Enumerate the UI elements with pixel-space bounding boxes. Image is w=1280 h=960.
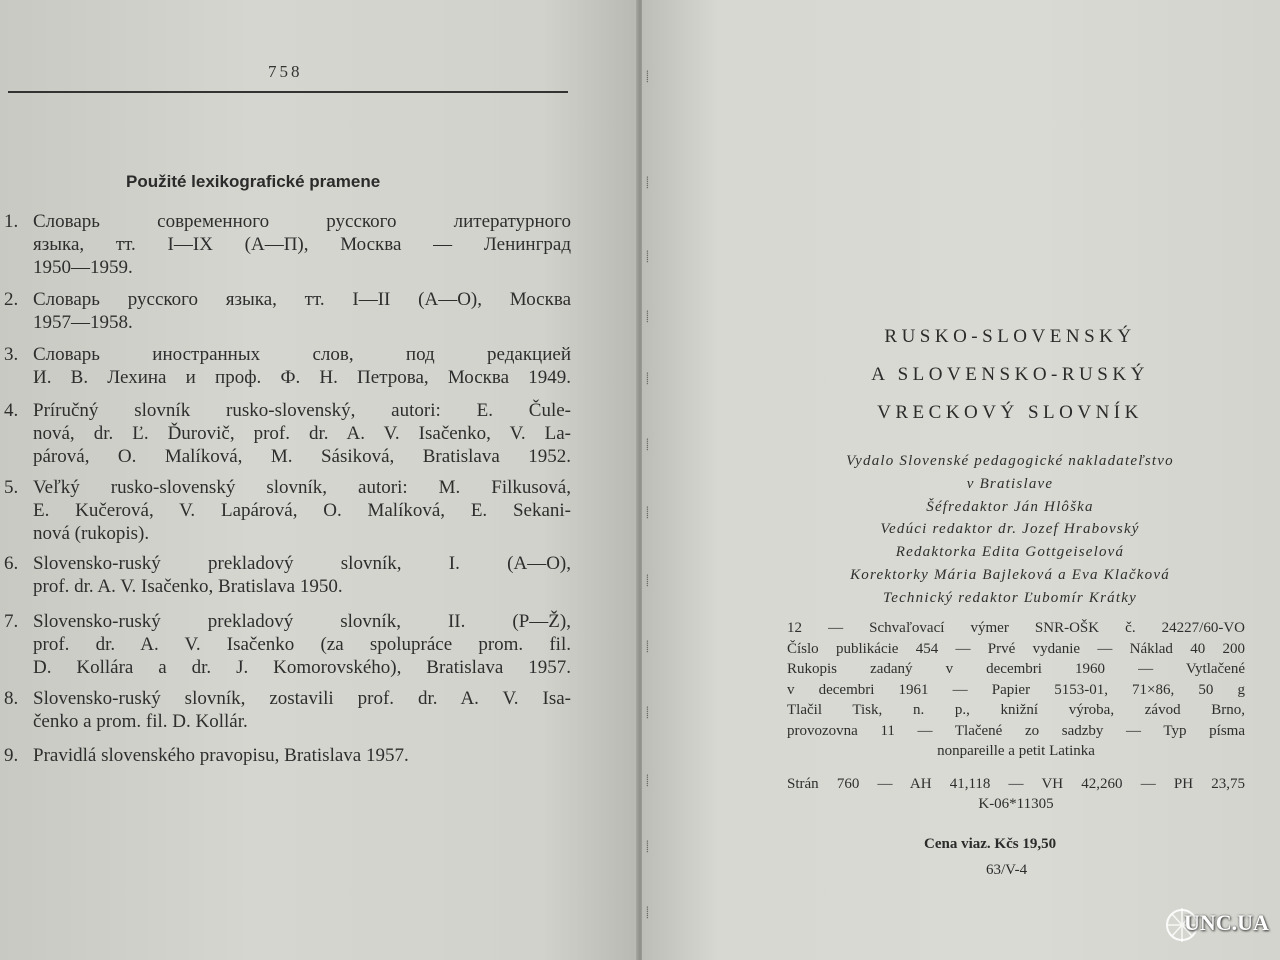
item-line: 1950—1959. (33, 257, 133, 278)
item-line: nová, dr. Ľ. Ďurovič, prof. dr. A. V. Isačenko, V. La- (33, 423, 571, 444)
binding-stitch: ⸽ (646, 310, 649, 323)
item-line: čenko a prom. fil. D. Kollár. (33, 711, 248, 732)
item-number: 3. (4, 344, 19, 365)
page-number: 758 (268, 62, 303, 81)
item-line: prof. dr. A. V. Isačenko (za spolupráce prom. fil. (33, 634, 571, 655)
item-line: Словарь современного русского литературного (33, 211, 571, 232)
binding-stitch: ⸽ (646, 774, 649, 787)
credit-line: Vydalo Slovenské pedagogické nakladateľstvo (846, 453, 1174, 469)
credit-line: Vedúci redaktor dr. Jozef Hrabovský (880, 521, 1140, 538)
binding-stitch: ⸽ (646, 506, 649, 519)
item-line: nová (rukopis). (33, 523, 150, 544)
title-line: RUSKO-SLOVENSKÝ (884, 326, 1136, 347)
binding-stitch: ⸽ (646, 640, 649, 653)
item-line: языка, тт. I—IX (А—П), Москва — Ленинград (33, 234, 571, 255)
item-line: Pravidlá slovenského pravopisu, Bratislava 1957. (33, 745, 409, 766)
imprint-line: v decembri 1961 — Papier 5153-01, 71×86, 50 g (787, 681, 1245, 698)
item-number: 7. (4, 611, 19, 632)
item-number: 4. (4, 400, 19, 421)
credit-line: Redaktorka Edita Gottgeiselová (895, 544, 1125, 561)
item-number: 8. (4, 688, 19, 709)
item-number: 1. (4, 211, 19, 232)
credit-line: Korektorky Mária Bajleková a Eva Klačková (850, 566, 1170, 583)
series-code: 63/V-4 (986, 862, 1028, 878)
item-line: Príručný slovník rusko-slovenský, autori: E. Čule- (33, 400, 571, 421)
credit-line: Technický redaktor Ľubomír Krátky (883, 589, 1137, 606)
binding-stitch: ⸽ (646, 906, 649, 919)
item-line: Veľký rusko-slovenský slovník, autori: M. Filkusová, (33, 477, 571, 498)
stats-line: K-06*11305 (978, 796, 1054, 812)
item-line: Slovensko-ruský prekladový slovník, II. (P—Ž), (33, 611, 571, 632)
item-line: 1957—1958. (33, 312, 133, 333)
item-line: Словарь иностранных слов, под редакцией (33, 344, 571, 365)
credit-line: Šéfredaktor Ján Hlôška (926, 498, 1094, 515)
price: Cena viaz. Kčs 19,50 (924, 836, 1057, 852)
item-number: 9. (4, 745, 19, 766)
header-rule (8, 91, 568, 93)
imprint-line: Číslo publikácie 454 — Prvé vydanie — Náklad 40 200 (787, 640, 1245, 657)
imprint-line: nonpareille a petit Latinka (937, 743, 1095, 759)
item-line: D. Kollára a dr. J. Komorovského), Bratislava 1957. (33, 657, 571, 678)
publisher-credits (790, 450, 1230, 610)
book-title (820, 318, 1200, 432)
title-line: VRECKOVÝ SLOVNÍK (877, 402, 1143, 423)
item-number: 6. (4, 553, 19, 574)
item-line: Slovensko-ruský prekladový slovník, I. (A—O), (33, 553, 571, 574)
item-line: párová, O. Malíková, M. Sásiková, Bratislava 1952. (33, 446, 571, 467)
binding-stitch: ⸽ (646, 372, 649, 385)
item-number: 5. (4, 477, 19, 498)
binding-stitch: ⸽ (646, 706, 649, 719)
binding-stitch: ⸽ (646, 176, 649, 189)
imprint-line: 12 — Schvaľovací výmer SNR-OŠK č. 24227/60-VO (787, 620, 1245, 636)
item-line: И. В. Лехина и проф. Ф. Н. Петрова, Москва 1949. (33, 367, 571, 388)
imprint-line: Tlačil Tisk, n. p., knižní výroba, závod Brno, (787, 702, 1245, 718)
binding-stitch: ⸽ (646, 438, 649, 451)
item-line: Словарь русского языка, тт. I—II (А—О), Москва (33, 289, 571, 310)
imprint-spacer (787, 762, 1245, 774)
binding-stitch: ⸽ (646, 574, 649, 587)
binding-stitch: ⸽ (646, 250, 649, 263)
credit-line: v Bratislave (966, 475, 1054, 492)
item-line: prof. dr. A. V. Isačenko, Bratislava 1950. (33, 576, 343, 597)
binding-stitch: ⸽ (646, 840, 649, 853)
watermark (1164, 898, 1276, 954)
item-line: Slovensko-ruský slovník, zostavili prof. dr. A. V. Isa- (33, 688, 571, 709)
title-line: A SLOVENSKO-RUSKÝ (871, 364, 1149, 385)
item-number: 2. (4, 289, 19, 310)
section-title: Použité lexikografické pramene (126, 172, 381, 191)
stats-line: Strán 760 — AH 41,118 — VH 42,260 — PH 23,75 (787, 775, 1245, 792)
imprint-block (787, 618, 1245, 815)
imprint-line: Rukopis zadaný v decembri 1960 — Vytlačené (787, 661, 1245, 677)
watermark-text: UNC.UA (1184, 910, 1269, 935)
binding-stitch: ⸽ (646, 70, 649, 83)
item-line: E. Kučerová, V. Lapárová, O. Malíková, E. Sekani- (33, 500, 571, 521)
imprint-line: provozovna 11 — Tlačené zo sadzby — Typ písma (787, 722, 1245, 739)
